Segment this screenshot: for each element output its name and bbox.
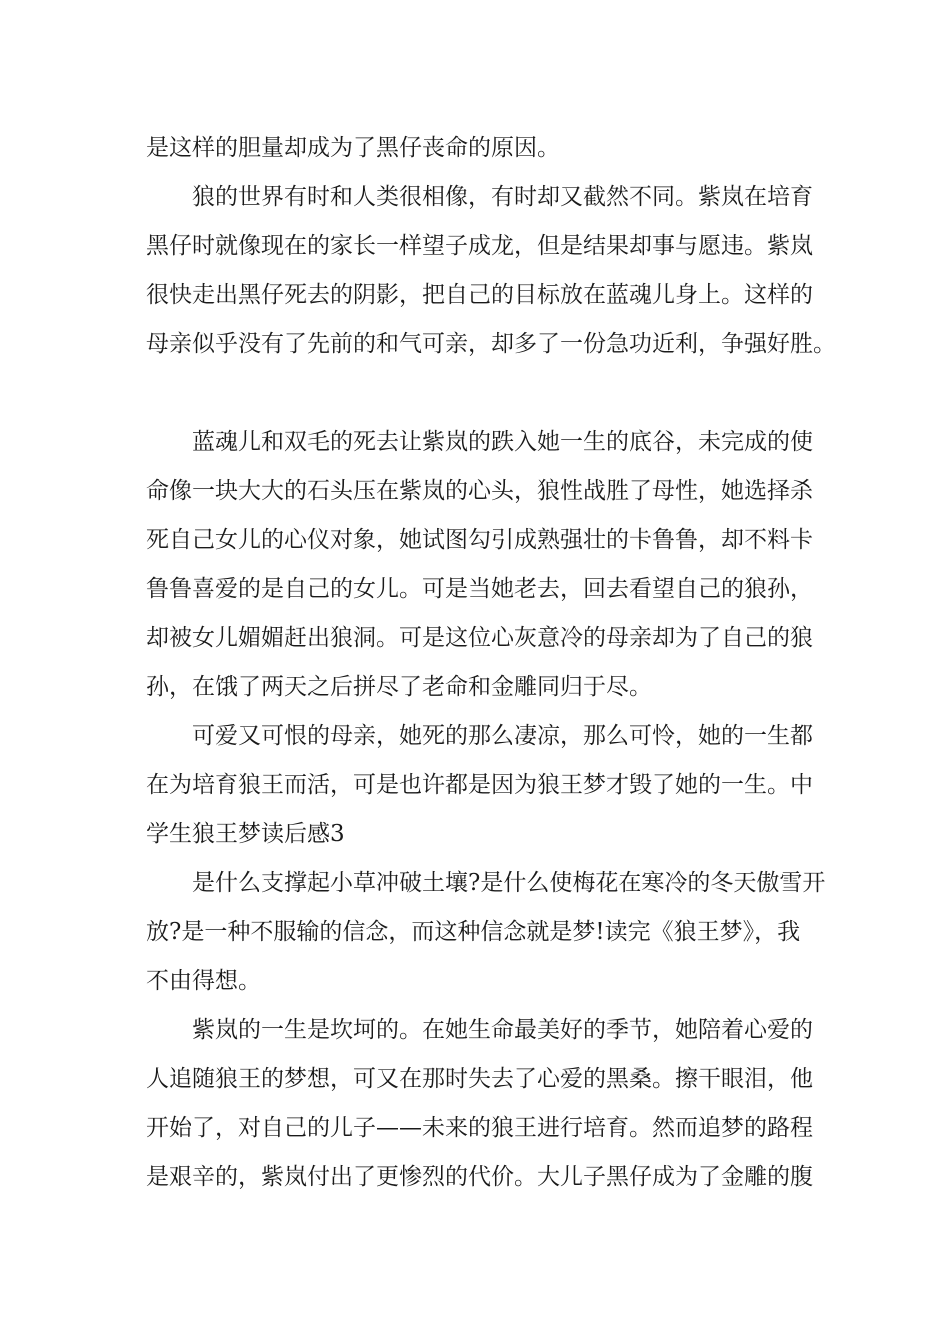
text-line: 却被女儿媚媚赶出狼洞。可是这位心灰意冷的母亲却为了自己的狼	[146, 625, 813, 651]
text-line: 孙，在饿了两天之后拼尽了老命和金雕同归于尽。	[146, 674, 652, 700]
text-line: 是艰辛的，紫岚付出了更惨烈的代价。大儿子黑仔成为了金雕的腹	[146, 1164, 813, 1190]
text-line: 鲁鲁喜爱的是自己的女儿。可是当她老去，回去看望自己的狼孙，	[146, 576, 813, 602]
document-body	[146, 132, 836, 1210]
text-line: 是这样的胆量却成为了黑仔丧命的原因。	[146, 135, 560, 161]
text-line: 放?是一种不服输的信念，而这种信念就是梦!读完《狼王梦》，我	[146, 919, 801, 945]
text-line: 死自己女儿的心仪对象，她试图勾引成熟强壮的卡鲁鲁，却不料卡	[146, 527, 813, 553]
paragraph-start-line: 蓝魂儿和双毛的死去让紫岚的跌入她一生的底谷，未完成的使	[192, 429, 813, 455]
text-line: 黑仔时就像现在的家长一样望子成龙，但是结果却事与愿违。紫岚	[146, 233, 813, 259]
text-line: 很快走出黑仔死去的阴影，把自己的目标放在蓝魂儿身上。这样的	[146, 282, 813, 308]
section-title-line: 学生狼王梦读后感3	[146, 821, 345, 847]
text-line: 在为培育狼王而活，可是也许都是因为狼王梦才毁了她的一生。中	[146, 772, 813, 798]
paragraph-start-line: 是什么支撑起小草冲破土壤?是什么使梅花在寒冷的冬天傲雪开	[192, 870, 826, 896]
text-line: 命像一块大大的石头压在紫岚的心头，狼性战胜了母性，她选择杀	[146, 478, 813, 504]
paragraph-start-line: 可爱又可恨的母亲，她死的那么凄凉，那么可怜，她的一生都	[192, 723, 813, 749]
text-line: 人追随狼王的梦想，可又在那时失去了心爱的黑桑。擦干眼泪，他	[146, 1066, 813, 1092]
paragraph-start-line: 紫岚的一生是坎坷的。在她生命最美好的季节，她陪着心爱的	[192, 1017, 813, 1043]
text-line: 开始了，对自己的儿子——未来的狼王进行培育。然而追梦的路程	[146, 1115, 813, 1141]
text-line: 母亲似乎没有了先前的和气可亲，却多了一份急功近利，争强好胜。	[146, 331, 836, 357]
text-line: 不由得想。	[146, 968, 261, 994]
paragraph-start-line: 狼的世界有时和人类很相像，有时却又截然不同。紫岚在培育	[192, 184, 813, 210]
